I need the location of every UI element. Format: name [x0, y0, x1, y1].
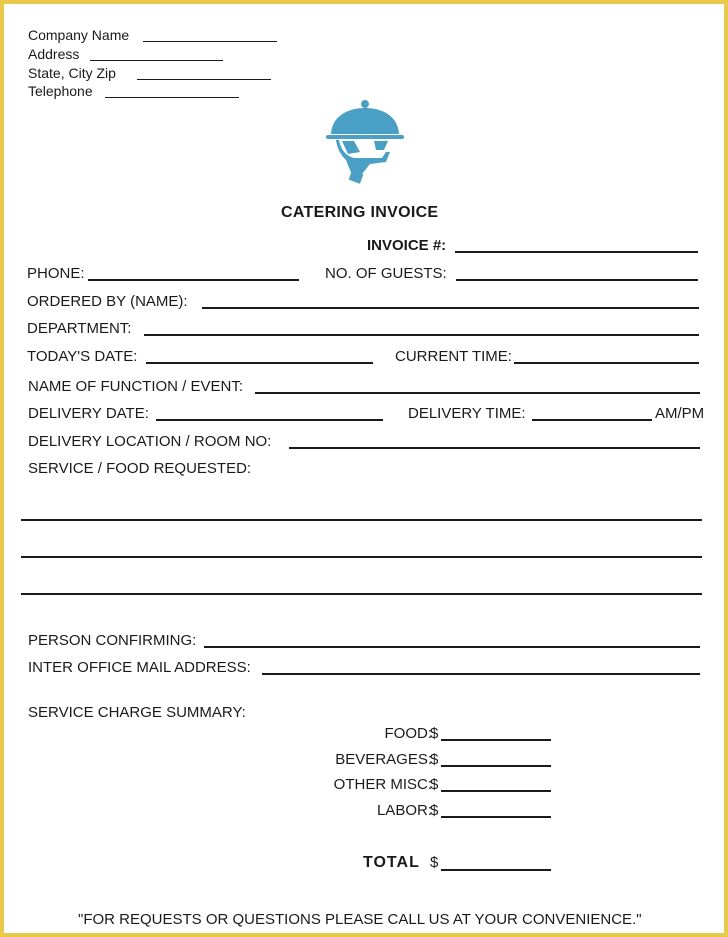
guests-label: NO. OF GUESTS:	[325, 265, 447, 282]
service-requested-line-2[interactable]	[21, 556, 702, 558]
phone-field[interactable]	[88, 279, 299, 281]
company-name-field[interactable]	[143, 41, 277, 42]
footer-note: "FOR REQUESTS OR QUESTIONS PLEASE CALL US AT YOUR CONVENIENCE."	[78, 911, 642, 928]
inter-office-label: INTER OFFICE MAIL ADDRESS:	[28, 659, 251, 676]
other-misc-amount-field[interactable]	[441, 790, 551, 792]
invoice-number-field[interactable]	[455, 251, 698, 253]
todays-date-field[interactable]	[146, 362, 373, 364]
telephone-label: Telephone	[28, 83, 93, 99]
department-label: DEPARTMENT:	[27, 320, 132, 337]
telephone-field[interactable]	[105, 97, 239, 98]
food-label: FOOD:	[384, 725, 432, 742]
delivery-location-label: DELIVERY LOCATION / ROOM NO:	[28, 433, 272, 450]
delivery-time-label: DELIVERY TIME:	[408, 405, 526, 422]
address-field[interactable]	[90, 60, 223, 61]
ordered-by-label: ORDERED BY (NAME):	[27, 293, 188, 310]
delivery-date-label: DELIVERY DATE:	[28, 405, 149, 422]
phone-label: PHONE:	[27, 265, 85, 282]
function-name-label: NAME OF FUNCTION / EVENT:	[28, 378, 244, 395]
summary-heading: SERVICE CHARGE SUMMARY:	[28, 704, 246, 721]
ampm-label: AM/PM	[655, 405, 705, 422]
invoice-page	[4, 4, 724, 933]
todays-date-label: TODAY'S DATE:	[27, 348, 138, 365]
invoice-number-label: INVOICE #:	[367, 237, 447, 254]
service-requested-line-1[interactable]	[21, 519, 702, 521]
company-name-label: Company Name	[28, 27, 130, 43]
current-time-label: CURRENT TIME:	[395, 348, 512, 365]
guests-field[interactable]	[456, 279, 698, 281]
labor-label: LABOR:	[376, 802, 432, 819]
service-requested-line-3[interactable]	[21, 593, 702, 595]
total-currency: $	[430, 854, 439, 871]
state-city-zip-field[interactable]	[137, 79, 271, 80]
food-amount-field[interactable]	[441, 739, 551, 741]
food-currency: $	[430, 725, 439, 742]
total-amount-field[interactable]	[441, 869, 551, 871]
delivery-time-field[interactable]	[532, 419, 652, 421]
state-city-zip-label: State, City Zip	[28, 65, 116, 81]
beverages-currency: $	[430, 751, 439, 768]
beverages-label: BEVERAGES:	[335, 751, 432, 768]
invoice-title: CATERING INVOICE	[281, 204, 439, 221]
address-label: Address	[28, 46, 80, 62]
service-requested-label: SERVICE / FOOD REQUESTED:	[28, 460, 252, 477]
beverages-amount-field[interactable]	[441, 765, 551, 767]
department-field[interactable]	[144, 334, 699, 336]
person-confirming-field[interactable]	[204, 646, 700, 648]
other-misc-label: OTHER MISC:	[333, 776, 432, 793]
labor-amount-field[interactable]	[441, 816, 551, 818]
catering-cloche-on-hand-icon	[324, 98, 406, 184]
ordered-by-field[interactable]	[202, 307, 699, 309]
delivery-date-field[interactable]	[156, 419, 383, 421]
total-label: TOTAL	[363, 854, 420, 871]
inter-office-field[interactable]	[262, 673, 700, 675]
person-confirming-label: PERSON CONFIRMING:	[28, 632, 197, 649]
function-name-field[interactable]	[255, 392, 700, 394]
current-time-field[interactable]	[514, 362, 699, 364]
delivery-location-field[interactable]	[289, 447, 700, 449]
labor-currency: $	[430, 802, 439, 819]
other-misc-currency: $	[430, 776, 439, 793]
